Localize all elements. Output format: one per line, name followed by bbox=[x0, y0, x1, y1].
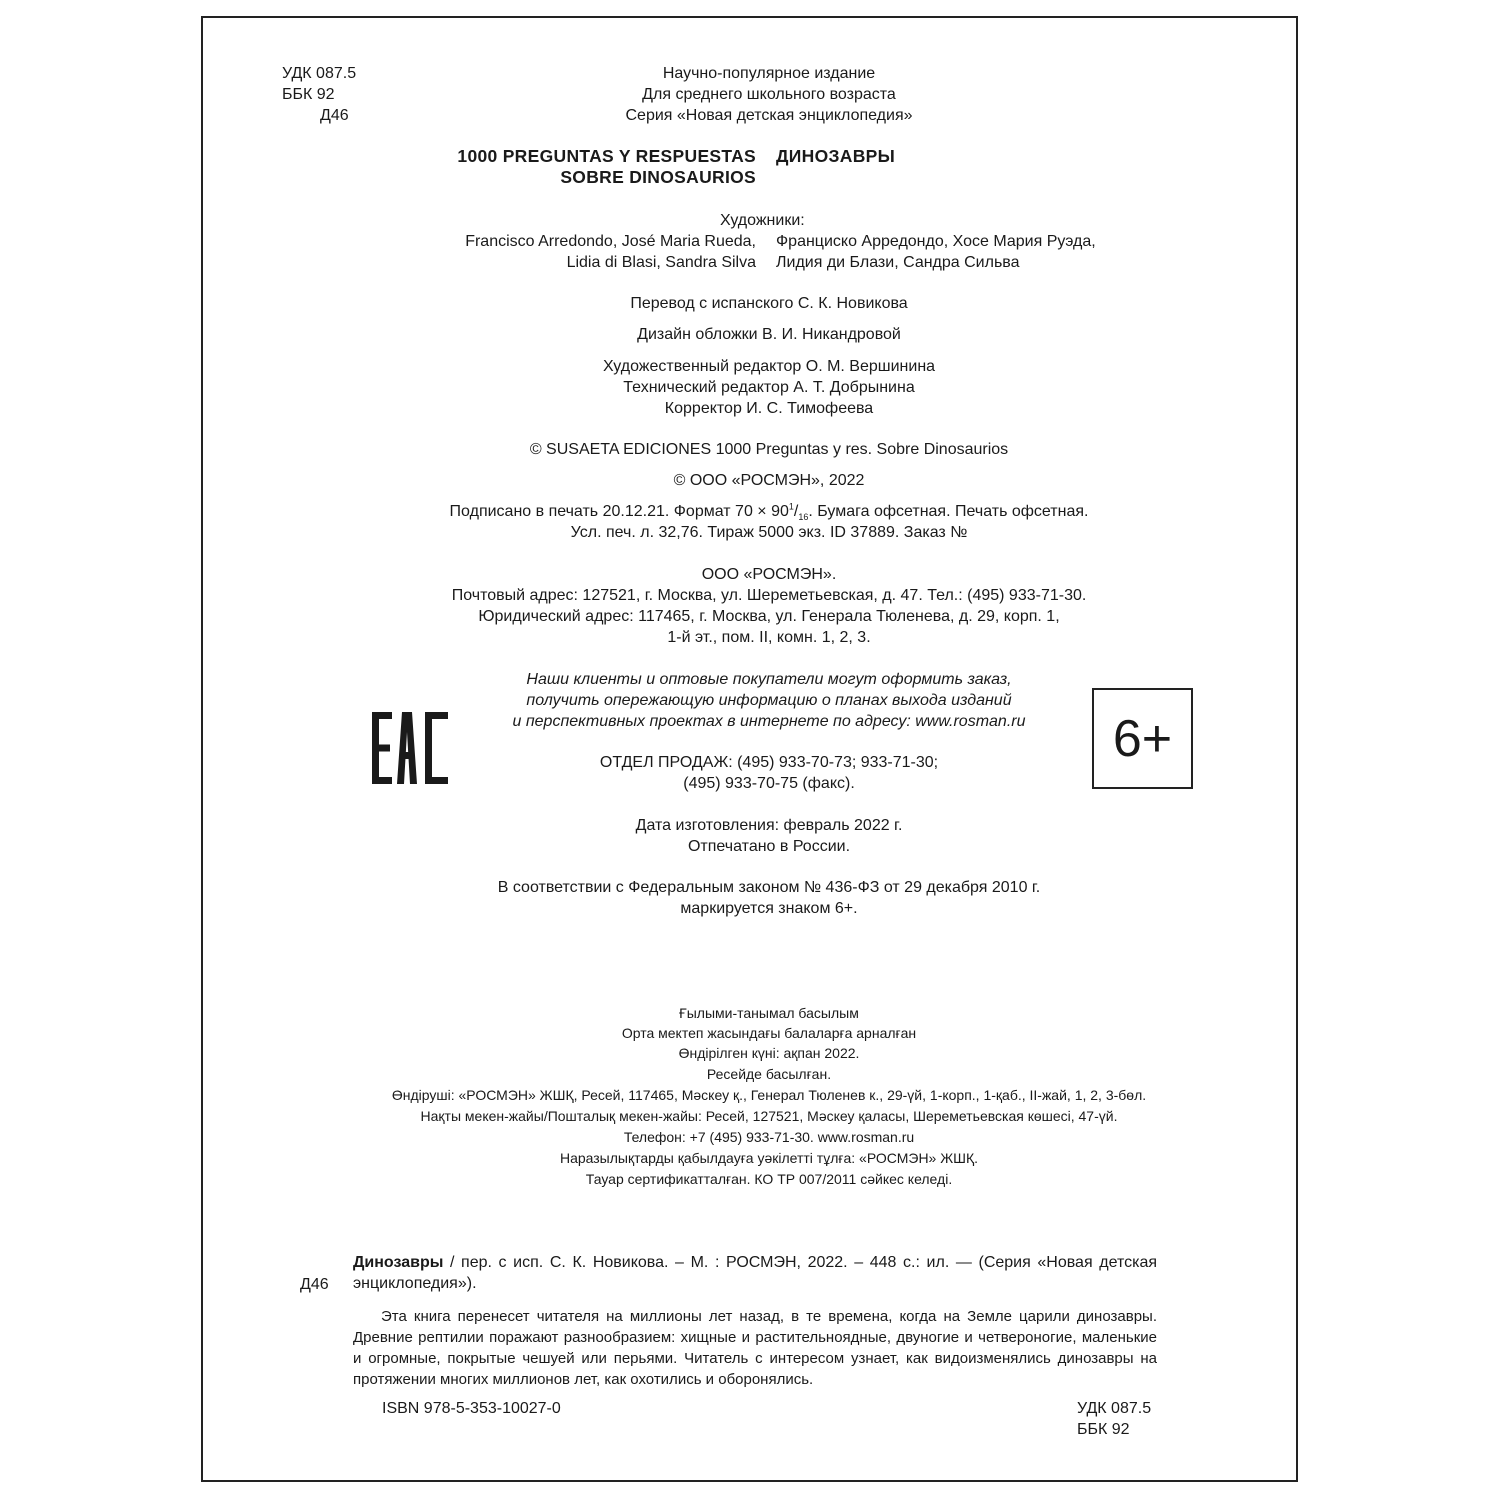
kazakh-line5: Өндіруші: «РОСМЭН» ЖШҚ, Ресей, 117465, Мәскеу қ., Генерал Тюленев к., 29-үй, 1-корп., 1-қаб., II-жай, 1, 2, 3-бөл. bbox=[391, 1087, 1147, 1103]
artists-cyrillic-line2: Лидия ди Блази, Сандра Сильва bbox=[776, 254, 1020, 271]
edition-type: Научно-популярное издание bbox=[662, 65, 876, 82]
catalog-entry bbox=[353, 1252, 1157, 1294]
tech-editor-credit: Технический редактор А. Т. Добрынина bbox=[623, 379, 915, 396]
book-title: ДИНОЗАВРЫ bbox=[776, 146, 896, 166]
publisher-name: ООО «РОСМЭН». bbox=[701, 566, 837, 583]
artists-heading: Художники: bbox=[720, 212, 805, 229]
law-notice-line2: маркируется знаком 6+. bbox=[680, 900, 858, 917]
print-info-line2: Усл. печ. л. 32,76. Тираж 5000 экз. ID 37889. Заказ № bbox=[570, 524, 968, 541]
translator-credit: Перевод с испанского С. К. Новикова bbox=[630, 295, 908, 312]
postal-address: Почтовый адрес: 127521, г. Москва, ул. Шереметьевская, д. 47. Тел.: (495) 933-71-30. bbox=[451, 587, 1087, 604]
udk-code: УДК 087.5 bbox=[282, 65, 357, 82]
copyright-rosman: © ООО «РОСМЭН», 2022 bbox=[673, 472, 865, 489]
eac-mark-icon bbox=[372, 712, 448, 784]
artists-latin-line1: Francisco Arredondo, José Maria Rueda, bbox=[465, 233, 756, 250]
copyright-original: © SUSAETA EDICIONES 1000 Preguntas y res. Sobre Dinosaurios bbox=[529, 441, 1009, 458]
law-notice-line1: В соответствии с Федеральным законом № 436-ФЗ от 29 декабря 2010 г. bbox=[497, 879, 1041, 896]
bbk-code: ББК 92 bbox=[282, 86, 335, 103]
kazakh-line1: Ғылыми-танымал басылым bbox=[679, 1005, 859, 1021]
catalog-entry-text: / пер. с исп. С. К. Новикова. – М. : РОСМЭН, 2022. – 448 с.: ил. — (Серия «Новая детская энциклопедия»). bbox=[353, 1254, 1157, 1292]
series-name: Серия «Новая детская энциклопедия» bbox=[625, 107, 913, 124]
print-info-line1: Подписано в печать 20.12.21. Формат $70 \times 90^1/_{16}$. Бумага офсетная. Печать офсетная. bbox=[449, 501, 1089, 523]
age-group: Для среднего школьного возраста bbox=[642, 86, 896, 103]
legal-address-line1: Юридический адрес: 117465, г. Москва, ул. Генерала Тюленева, д. 29, корп. 1, bbox=[478, 608, 1060, 625]
catalog-udk: УДК 087.5 bbox=[1077, 1400, 1152, 1417]
customer-notice-line1: Наши клиенты и оптовые покупатели могут оформить заказ, bbox=[526, 671, 1012, 688]
original-title-line2: SOBRE DINOSAURIOS bbox=[560, 167, 756, 187]
kazakh-line4: Ресейде басылған. bbox=[706, 1066, 832, 1082]
manufacture-date: Дата изготовления: февраль 2022 г. bbox=[635, 817, 903, 834]
isbn: ISBN 978-5-353-10027-0 bbox=[382, 1400, 561, 1417]
sales-dept-line1: ОТДЕЛ ПРОДАЖ: (495) 933-70-73; 933-71-30; bbox=[599, 754, 939, 771]
artists-latin-line2: Lidia di Blasi, Sandra Silva bbox=[566, 254, 756, 271]
kazakh-line7: Телефон: +7 (495) 933-71-30. www.rosman.ru bbox=[623, 1129, 915, 1145]
catalog-author-sign: Д46 bbox=[300, 1276, 329, 1293]
kazakh-line3: Өндірілген күні: ақпан 2022. bbox=[678, 1045, 860, 1061]
original-title-line1: 1000 PREGUNTAS Y RESPUESTAS bbox=[457, 146, 756, 166]
author-sign: Д46 bbox=[320, 107, 349, 124]
kazakh-line6: Нақты мекен-жайы/Пошталық мекен-жайы: Ресей, 127521, Мәскеу қаласы, Шереметьевская көшесі, 47-үй. bbox=[420, 1108, 1118, 1124]
cover-design-credit: Дизайн обложки В. И. Никандровой bbox=[637, 326, 901, 343]
annotation-text: Эта книга перенесет читателя на миллионы лет назад, в те времена, когда на Земле царили динозавры. Древние рептилии поражают разнообразием: хищные и растительноядные, двуногие и четвероногие, маленькие и огромные, покрытые чешуей или перьями. Читатель с интересом узнает, как видоизменялись динозавры на протяжении многих миллионов лет, как охотились и оборонялись. bbox=[353, 1308, 1157, 1388]
kazakh-line9: Тауар сертификатталған. КО ТР 007/2011 сәйкес келеді. bbox=[585, 1171, 953, 1187]
artists-cyrillic-line1: Франциско Арредондо, Хосе Мария Руэда, bbox=[776, 233, 1096, 250]
catalog-bbk: ББК 92 bbox=[1077, 1421, 1130, 1438]
sales-dept-line2: (495) 933-70-75 (факс). bbox=[683, 775, 855, 792]
legal-address-line2: 1-й эт., пом. II, комн. 1, 2, 3. bbox=[667, 629, 871, 646]
proofreader-credit: Корректор И. С. Тимофеева bbox=[664, 400, 874, 417]
art-editor-credit: Художественный редактор О. М. Вершинина bbox=[602, 358, 936, 375]
kazakh-line2: Орта мектеп жасындағы балаларға арналған bbox=[621, 1025, 917, 1041]
customer-notice-line3: и перспективных проектах в интернете по адресу: www.rosman.ru bbox=[512, 713, 1026, 730]
catalog-title: Динозавры bbox=[353, 1254, 444, 1271]
customer-notice-line2: получить опережающую информацию о планах выхода изданий bbox=[526, 692, 1012, 709]
printed-in-russia: Отпечатано в России. bbox=[687, 838, 851, 855]
age-rating-badge: 6+ bbox=[1092, 688, 1193, 789]
kazakh-line8: Наразылықтарды қабылдауға уәкілетті тұлға: «РОСМЭН» ЖШҚ. bbox=[559, 1150, 979, 1166]
